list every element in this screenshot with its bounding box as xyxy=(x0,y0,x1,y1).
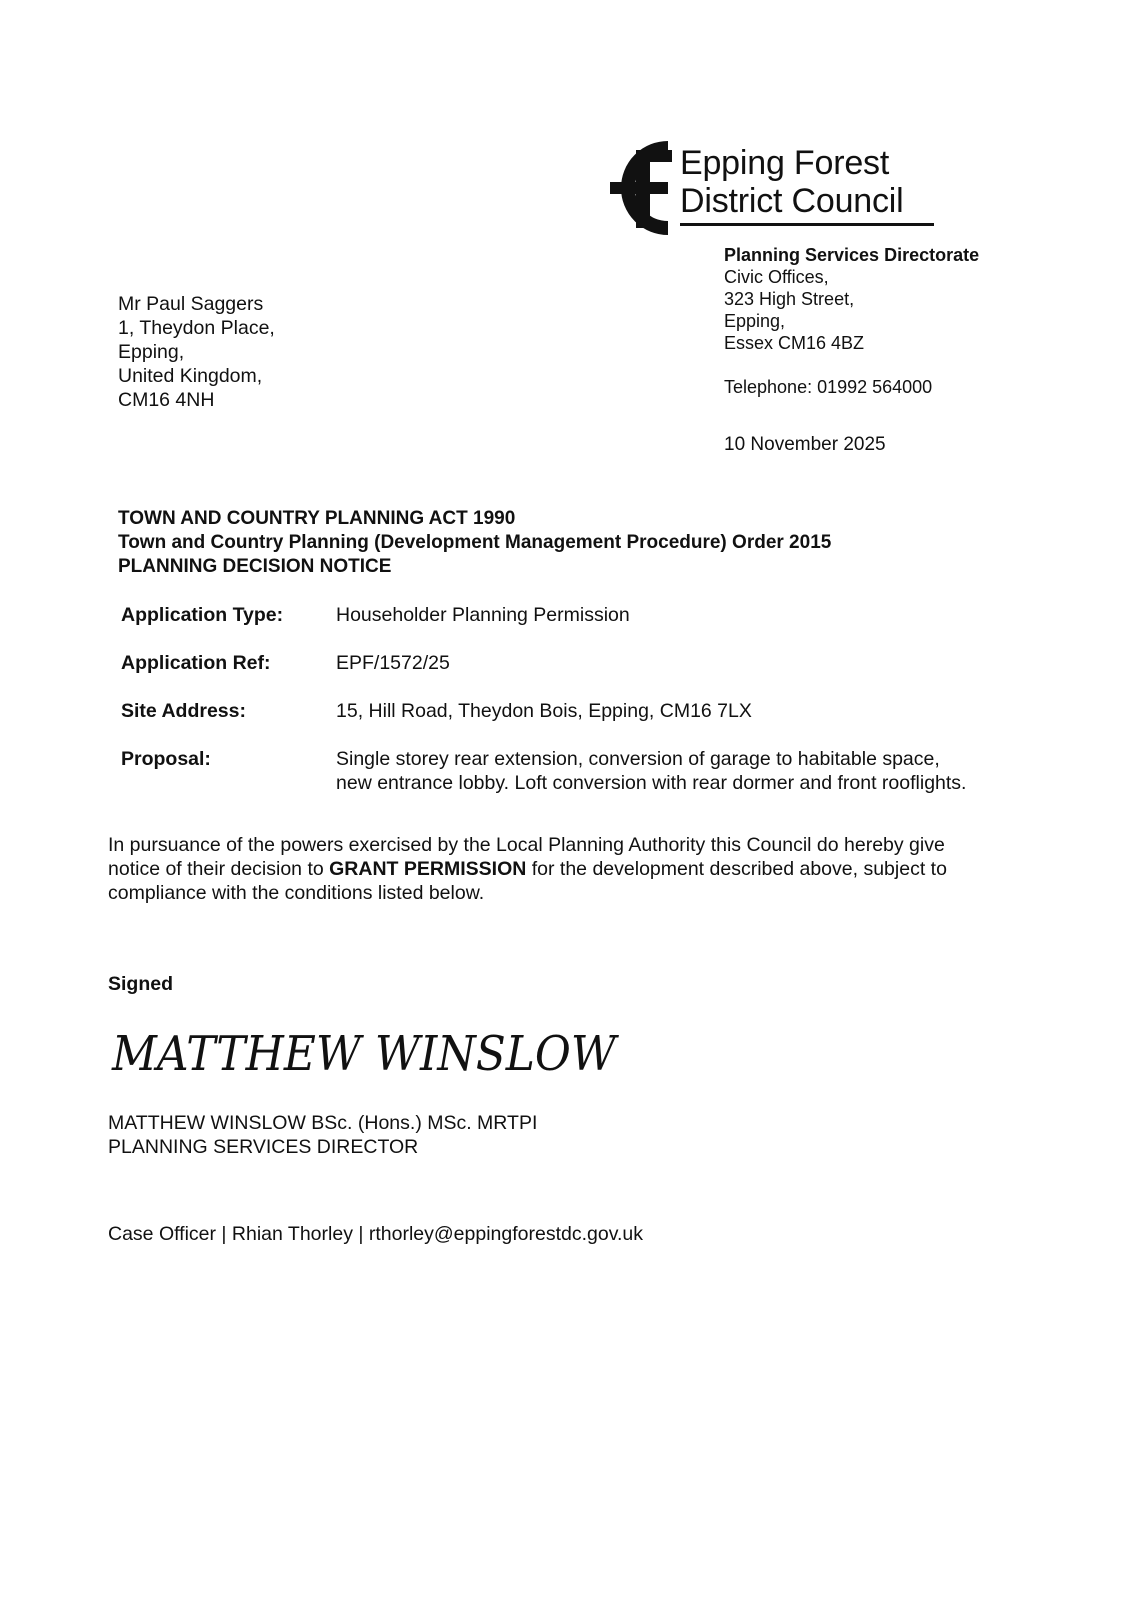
logo-text-line1: Epping Forest xyxy=(680,144,890,182)
application-type-value: Householder Planning Permission xyxy=(336,604,630,626)
signatory-title: PLANNING SERVICES DIRECTOR xyxy=(108,1136,419,1158)
notice-headings xyxy=(118,507,831,579)
logo-text-line2: District Council xyxy=(680,182,904,220)
decision-text: notice of their decision to xyxy=(108,858,330,880)
signatory-name: MATTHEW WINSLOW BSc. (Hons.) MSc. MRTPI xyxy=(108,1112,538,1134)
order-heading: Town and Country Planning (Development Management Procedure) Order 2015 xyxy=(118,532,832,553)
proposal-line: Single storey rear extension, conversion of garage to habitable space, xyxy=(336,748,940,770)
application-type-label: Application Type: xyxy=(121,604,284,626)
recipient-line: 1, Theydon Place, xyxy=(118,317,275,339)
office-address-line: 323 High Street, xyxy=(724,289,855,309)
decision-text: for the development described above, subject to xyxy=(526,858,947,880)
proposal-value xyxy=(336,747,1041,795)
application-ref-value: EPF/1572/25 xyxy=(336,652,450,674)
recipient-line: Mr Paul Saggers xyxy=(118,293,264,315)
case-officer-line: Case Officer | Rhian Thorley | rthorley@eppingforestdc.gov.uk xyxy=(108,1223,644,1245)
recipient-line: Epping, xyxy=(118,341,185,363)
council-emblem-icon xyxy=(596,140,678,236)
recipient-line: CM16 4NH xyxy=(118,389,215,411)
decision-line xyxy=(108,857,1028,881)
logo-underline xyxy=(680,223,934,226)
office-address-block xyxy=(724,244,979,456)
site-address-value: 15, Hill Road, Theydon Bois, Epping, CM16 7LX xyxy=(336,700,752,722)
detail-row-proposal xyxy=(121,747,1041,795)
decision-line: compliance with the conditions listed below. xyxy=(108,882,485,904)
recipient-line: United Kingdom, xyxy=(118,365,263,387)
detail-row-ref xyxy=(121,651,1041,675)
council-logo xyxy=(596,140,956,236)
recipient-address-block xyxy=(118,292,275,412)
act-heading: TOWN AND COUNTRY PLANNING ACT 1990 xyxy=(118,508,516,529)
detail-row-type xyxy=(121,603,1041,627)
detail-row-site xyxy=(121,699,1041,723)
office-telephone: Telephone: 01992 564000 xyxy=(724,377,933,397)
signatory-block xyxy=(108,1111,537,1159)
decision-line: In pursuance of the powers exercised by the Local Planning Authority this Council do hereby give xyxy=(108,834,945,856)
notice-heading: PLANNING DECISION NOTICE xyxy=(118,556,392,577)
handwritten-signature xyxy=(110,1022,630,1087)
notice-date: 10 November 2025 xyxy=(724,434,886,455)
application-details xyxy=(121,603,1041,819)
grant-permission-text: GRANT PERMISSION xyxy=(329,858,527,880)
decision-paragraph xyxy=(108,833,1028,905)
office-address-line: Epping, xyxy=(724,311,786,331)
office-address-line: Essex CM16 4BZ xyxy=(724,333,865,353)
office-address-line: Civic Offices, xyxy=(724,267,829,287)
signature-image xyxy=(110,1022,630,1082)
signed-label: Signed xyxy=(108,973,174,995)
application-ref-label: Application Ref: xyxy=(121,652,271,674)
site-address-label: Site Address: xyxy=(121,700,246,722)
signature-glyphs: MATTHEW WINSLOW xyxy=(111,1026,620,1082)
department-name: Planning Services Directorate xyxy=(724,245,980,265)
proposal-line: new entrance lobby. Loft conversion with rear dormer and front rooflights. xyxy=(336,772,967,794)
proposal-label: Proposal: xyxy=(121,748,211,770)
